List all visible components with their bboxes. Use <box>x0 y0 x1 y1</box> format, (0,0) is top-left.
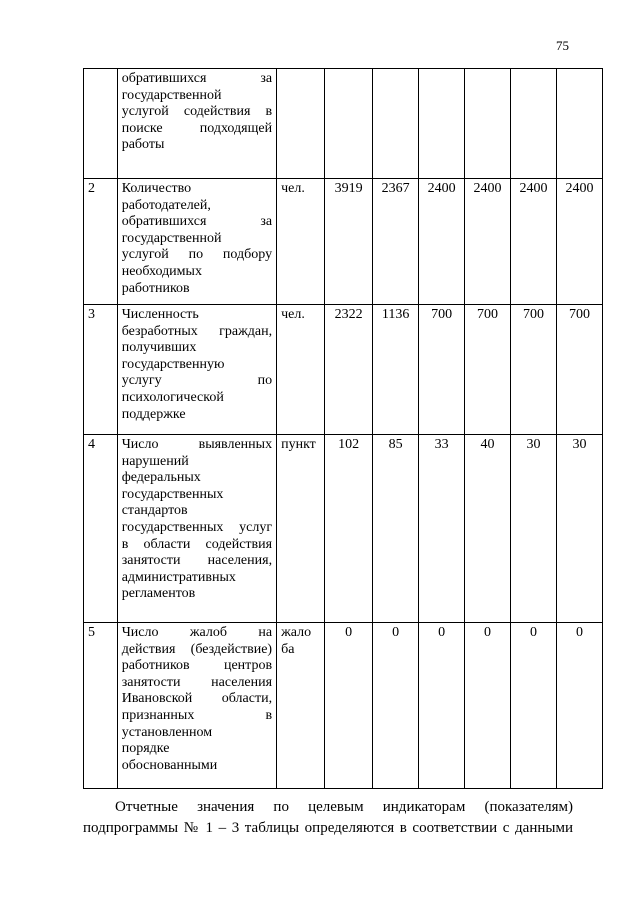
page-number: 75 <box>556 38 569 53</box>
value-cell: 102 <box>325 435 373 623</box>
unit-cell: пункт <box>277 435 325 623</box>
indicator-name-line: работников центров <box>121 658 273 674</box>
table-body <box>84 69 603 789</box>
value-cell: 2400 <box>419 179 465 305</box>
unit-cell: чел. <box>277 179 325 305</box>
indicator-name-cell <box>117 435 276 623</box>
table-row <box>84 305 603 435</box>
indicator-name-line: административных <box>121 569 236 585</box>
row-number-cell: 5 <box>84 623 118 789</box>
indicator-name-cell <box>117 69 276 179</box>
indicator-name-cell <box>117 305 276 435</box>
row-number-cell: 4 <box>84 435 118 623</box>
indicator-name-line: регламентов <box>121 586 196 602</box>
body-paragraph <box>83 797 573 839</box>
table-row <box>84 179 603 305</box>
indicator-name-line: Число жалоб на <box>121 625 273 640</box>
value-cell: 3919 <box>325 179 373 305</box>
indicator-name-cell <box>117 623 276 789</box>
indicator-name-line: порядке <box>121 741 170 757</box>
indicator-name-line: работы <box>121 137 165 153</box>
value-cell: 0 <box>325 623 373 789</box>
indicator-name-line: действия (бездействие) <box>121 641 273 657</box>
table-row <box>84 435 603 623</box>
indicator-name-line: Численность <box>121 307 199 322</box>
indicator-name-line: обратившихся за <box>121 214 273 230</box>
value-cell: 2400 <box>465 179 511 305</box>
table-row <box>84 623 603 789</box>
value-cell: 2367 <box>373 179 419 305</box>
indicator-name-line: Число выявленных <box>121 437 273 452</box>
value-cell: 0 <box>373 623 419 789</box>
value-cell: 0 <box>511 623 557 789</box>
indicator-name-line: федеральных <box>121 470 201 486</box>
value-cell <box>556 69 602 179</box>
indicator-name-line: занятости населения <box>121 674 273 690</box>
unit-cell: чел. <box>277 305 325 435</box>
indicator-name-line: занятости населения, <box>121 553 273 569</box>
value-cell: 40 <box>465 435 511 623</box>
unit-cell: жало ба <box>277 623 325 789</box>
indicator-name-line: работников <box>121 280 190 296</box>
indicator-name-line: работодателей, <box>121 197 211 213</box>
value-cell: 30 <box>556 435 602 623</box>
indicator-name-line: Количество <box>121 181 192 196</box>
indicator-name-line: государственной <box>121 230 222 246</box>
value-cell <box>373 69 419 179</box>
unit-cell <box>277 69 325 179</box>
value-cell <box>465 69 511 179</box>
indicator-name-line: услугу по <box>121 373 273 389</box>
indicator-name-line: услугой по подбору <box>121 247 273 263</box>
row-number-cell: 3 <box>84 305 118 435</box>
indicator-name-line: поддержке <box>121 406 186 422</box>
table-row <box>84 69 603 179</box>
value-cell: 1136 <box>373 305 419 435</box>
value-cell: 30 <box>511 435 557 623</box>
value-cell: 0 <box>465 623 511 789</box>
indicator-name-line: государственной <box>121 87 222 103</box>
indicator-name-line: нарушений <box>121 453 189 469</box>
value-cell: 700 <box>419 305 465 435</box>
row-number-cell: 2 <box>84 179 118 305</box>
value-cell: 700 <box>511 305 557 435</box>
indicator-name-line: психологической <box>121 389 224 405</box>
indicator-name-line: необходимых <box>121 263 202 279</box>
paragraph-line-2: подпрограммы № 1 – 3 таблицы определяются в соответствии с данными <box>83 820 573 836</box>
indicator-name-line: в области содействия <box>121 536 273 552</box>
indicator-name-line: услугой содействия в <box>121 104 273 120</box>
value-cell <box>511 69 557 179</box>
indicator-name-line: признанных в <box>121 707 273 723</box>
row-number-cell <box>84 69 118 179</box>
value-cell: 33 <box>419 435 465 623</box>
indicator-name-cell <box>117 179 276 305</box>
value-cell: 2400 <box>511 179 557 305</box>
indicator-name-line: получивших <box>121 340 197 356</box>
value-cell: 2400 <box>556 179 602 305</box>
value-cell: 700 <box>465 305 511 435</box>
value-cell: 2322 <box>325 305 373 435</box>
indicator-name-line: безработных граждан, <box>121 323 273 339</box>
value-cell <box>325 69 373 179</box>
indicator-name-line: обратившихся за <box>121 71 273 86</box>
indicator-name-line: стандартов <box>121 503 188 519</box>
value-cell <box>419 69 465 179</box>
indicator-name-line: установленном <box>121 724 213 740</box>
indicator-name-line: Ивановской области, <box>121 691 273 707</box>
indicator-name-line: государственных <box>121 486 224 502</box>
value-cell: 700 <box>556 305 602 435</box>
indicators-table <box>83 68 603 789</box>
paragraph-line-1: Отчетные значения по целевым индикаторам (показателям) <box>115 799 573 815</box>
value-cell: 0 <box>556 623 602 789</box>
indicator-name-line: государственных услуг <box>121 519 273 535</box>
value-cell: 85 <box>373 435 419 623</box>
value-cell: 0 <box>419 623 465 789</box>
indicator-name-line: поиске подходящей <box>121 120 273 136</box>
indicator-name-line: государственную <box>121 356 225 372</box>
indicator-name-line: обоснованными <box>121 757 218 773</box>
